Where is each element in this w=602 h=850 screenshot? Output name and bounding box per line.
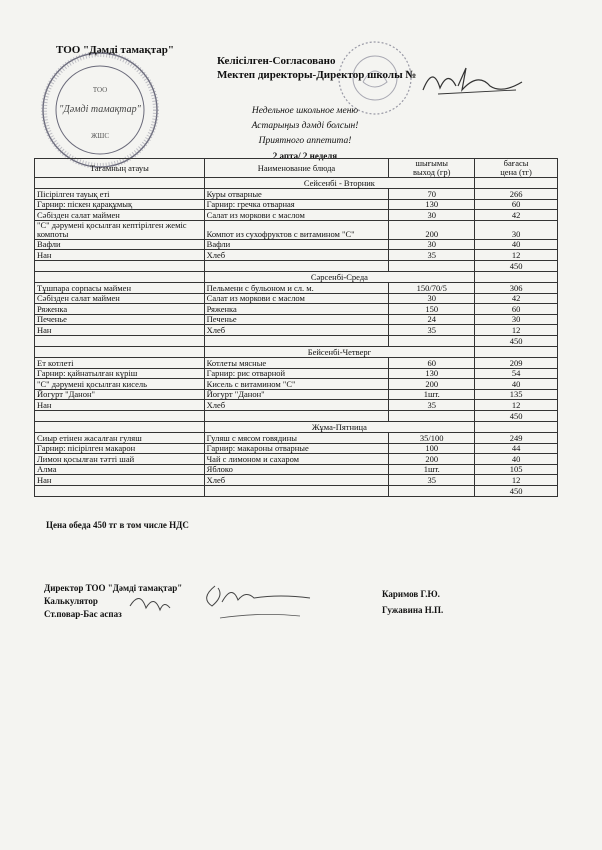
- day-total: 450: [475, 485, 558, 496]
- day-empty: [35, 178, 205, 189]
- dish-price: 40: [475, 239, 558, 250]
- table-row: [35, 368, 558, 379]
- dish-kz: Нан: [35, 325, 205, 336]
- dish-kz: Гарнир: пісірілген макарон: [35, 443, 205, 454]
- stamp-bottom-text: ЖШС: [90, 132, 110, 140]
- day-row: [35, 346, 558, 357]
- dish-output: 24: [389, 314, 475, 325]
- table-row: [35, 189, 558, 200]
- dish-output: 30: [389, 239, 475, 250]
- dish-price: 306: [475, 282, 558, 293]
- day-empty: [475, 421, 558, 432]
- dish-output: 200: [389, 220, 475, 239]
- dish-kz: Йогурт "Данон": [35, 389, 205, 400]
- dish-kz: Алма: [35, 464, 205, 475]
- dish-ru: Хлеб: [204, 475, 389, 486]
- dish-ru: Гарнир: гречка отварная: [204, 199, 389, 210]
- title-line2: Астарыңыз дәмді болсын!: [251, 121, 359, 131]
- company-stamp: [40, 50, 160, 170]
- dish-kz: "С" дәрумені қосылған кисель: [35, 379, 205, 390]
- dish-price: 54: [475, 368, 558, 379]
- approval-line1: Келісілген-Согласовано: [217, 55, 336, 67]
- table-row: [35, 314, 558, 325]
- table-row: [35, 239, 558, 250]
- dish-kz: Нан: [35, 400, 205, 411]
- menu-body: [35, 178, 558, 497]
- dish-output: 35: [389, 250, 475, 261]
- signature-names: [382, 586, 443, 618]
- dish-kz: Сиыр етінен жасалған гуляш: [35, 432, 205, 443]
- dish-kz: Сәбізден салат маймен: [35, 210, 205, 221]
- dish-output: 130: [389, 368, 475, 379]
- table-row: [35, 379, 558, 390]
- table-row: [35, 464, 558, 475]
- dish-ru: Салат из моркови с маслом: [204, 293, 389, 304]
- dish-kz: Гарнир: қайнатылған күріш: [35, 368, 205, 379]
- table-row: [35, 400, 558, 411]
- dish-price: 249: [475, 432, 558, 443]
- day-empty: [475, 346, 558, 357]
- dish-output: 200: [389, 379, 475, 390]
- dish-price: 266: [475, 189, 558, 200]
- dish-price: 12: [475, 400, 558, 411]
- total-empty: [204, 410, 389, 421]
- menu-title: [200, 104, 410, 164]
- total-empty: [389, 485, 475, 496]
- stamp-small-text: ТОО: [92, 86, 108, 94]
- day-empty: [475, 178, 558, 189]
- dish-kz: Ет котлеті: [35, 357, 205, 368]
- header-output-ru: выход (гр): [412, 167, 451, 177]
- dish-ru: Кисель с витамином "С": [204, 379, 389, 390]
- sig-calculator: Калькулятор: [44, 596, 98, 606]
- dish-ru: Печенье: [204, 314, 389, 325]
- approval-line2: Мектеп директоры-Директор школы №: [217, 69, 417, 81]
- total-empty: [204, 485, 389, 496]
- day-row: [35, 421, 558, 432]
- table-row: [35, 389, 558, 400]
- dish-price: 12: [475, 475, 558, 486]
- stamp-name: "Дәмді тамақтар": [59, 104, 141, 115]
- day-name: Жұма-Пятница: [204, 421, 474, 432]
- dish-ru: Пельмени с бульоном и сл. м.: [204, 282, 389, 293]
- day-empty: [35, 421, 205, 432]
- day-name: Сейсенбі - Вторник: [204, 178, 474, 189]
- total-empty: [389, 335, 475, 346]
- header-kz-name: Тағамның атауы: [35, 159, 205, 178]
- dish-price: 42: [475, 293, 558, 304]
- dish-ru: Хлеб: [204, 400, 389, 411]
- day-empty: [35, 346, 205, 357]
- dish-kz: Вафли: [35, 239, 205, 250]
- total-row: [35, 260, 558, 271]
- dish-price: 12: [475, 325, 558, 336]
- table-row: [35, 199, 558, 210]
- dish-price: 12: [475, 250, 558, 261]
- day-empty: [475, 271, 558, 282]
- sig-director: Директор ТОО "Дәмді тамақтар": [44, 583, 183, 593]
- dish-kz: "С" дәрумені қосылған кептірілген жеміс компоты: [35, 220, 205, 239]
- signature-roles: [44, 582, 182, 621]
- dish-price: 60: [475, 199, 558, 210]
- dish-price: 135: [475, 389, 558, 400]
- table-row: [35, 210, 558, 221]
- dish-output: 30: [389, 210, 475, 221]
- dish-ru: Салат из моркови с маслом: [204, 210, 389, 221]
- day-total: 450: [475, 260, 558, 271]
- dish-output: 35: [389, 475, 475, 486]
- header-output: [389, 159, 475, 178]
- dish-output: 30: [389, 293, 475, 304]
- dish-output: 35: [389, 325, 475, 336]
- header-output-kz: шығымы: [415, 158, 448, 168]
- day-row: [35, 178, 558, 189]
- dish-ru: Чай с лимоном и сахаром: [204, 454, 389, 465]
- dish-output: 150/70/5: [389, 282, 475, 293]
- title-line3: Приятного аппетита!: [258, 136, 352, 146]
- dish-output: 35/100: [389, 432, 475, 443]
- dish-kz: Сәбізден салат маймен: [35, 293, 205, 304]
- header-ru-name: Наименование блюда: [204, 159, 389, 178]
- title-line1: Недельное школьное меню: [251, 106, 359, 116]
- dish-ru: Котлеты мясные: [204, 357, 389, 368]
- day-empty: [35, 271, 205, 282]
- dish-price: 60: [475, 304, 558, 315]
- day-name: Сәрсенбі-Среда: [204, 271, 474, 282]
- sig-name2: Гужавина Н.П.: [382, 605, 444, 615]
- table-header-row: [35, 159, 558, 178]
- header-price-ru: цена (тг): [500, 167, 532, 177]
- dish-ru: Вафли: [204, 239, 389, 250]
- table-row: [35, 325, 558, 336]
- dish-ru: Хлеб: [204, 250, 389, 261]
- total-empty: [35, 260, 205, 271]
- dish-ru: Гарнир: рис отварной: [204, 368, 389, 379]
- dish-ru: Гуляш с мясом говядины: [204, 432, 389, 443]
- header-price: [475, 159, 558, 178]
- dish-output: 35: [389, 400, 475, 411]
- table-row: [35, 475, 558, 486]
- dish-output: 200: [389, 454, 475, 465]
- dish-kz: Ряженка: [35, 304, 205, 315]
- dish-ru: Компот из сухофруктов с витамином "С": [204, 220, 389, 239]
- header-price-kz: бағасы: [503, 158, 529, 168]
- table-row: [35, 293, 558, 304]
- menu-table: [34, 158, 558, 497]
- total-empty: [35, 485, 205, 496]
- dish-output: 1шт.: [389, 389, 475, 400]
- table-row: [35, 282, 558, 293]
- dish-price: 105: [475, 464, 558, 475]
- day-row: [35, 271, 558, 282]
- week-label: 2 апта/ 2 неделя: [272, 151, 338, 161]
- dish-price: 42: [475, 210, 558, 221]
- total-row: [35, 335, 558, 346]
- dish-price: 40: [475, 454, 558, 465]
- dish-price: 44: [475, 443, 558, 454]
- dish-output: 100: [389, 443, 475, 454]
- dish-price: 30: [475, 220, 558, 239]
- table-row: [35, 220, 558, 239]
- total-empty: [389, 260, 475, 271]
- dish-output: 60: [389, 357, 475, 368]
- dish-kz: Печенье: [35, 314, 205, 325]
- day-total: 450: [475, 410, 558, 421]
- total-empty: [35, 410, 205, 421]
- dish-output: 150: [389, 304, 475, 315]
- total-empty: [389, 410, 475, 421]
- total-empty: [35, 335, 205, 346]
- dish-kz: Пісірілген тауық еті: [35, 189, 205, 200]
- dish-output: 130: [389, 199, 475, 210]
- table-row: [35, 250, 558, 261]
- dish-kz: Нан: [35, 250, 205, 261]
- dish-kz: Гарнир: піскен қарақұмық: [35, 199, 205, 210]
- dish-kz: Лимон қосылған тәтті шай: [35, 454, 205, 465]
- dish-output: 1шт.: [389, 464, 475, 475]
- dish-ru: Ряженка: [204, 304, 389, 315]
- dish-price: 40: [475, 379, 558, 390]
- sig-name1: Каримов Г.Ю.: [382, 589, 440, 599]
- table-row: [35, 443, 558, 454]
- total-empty: [204, 260, 389, 271]
- total-empty: [204, 335, 389, 346]
- table-row: [35, 454, 558, 465]
- director-signature-top: [418, 60, 528, 100]
- day-name: Бейсенбі-Четверг: [204, 346, 474, 357]
- dish-ru: Гарнир: макароны отварные: [204, 443, 389, 454]
- approval-block: [217, 54, 416, 82]
- dish-price: 30: [475, 314, 558, 325]
- dish-kz: Тұшпара сорпасы маймен: [35, 282, 205, 293]
- price-note: Цена обеда 450 тг в том числе НДС: [46, 520, 189, 530]
- dish-ru: Хлеб: [204, 325, 389, 336]
- company-name: ТОО "Дәмді тамақтар": [56, 44, 175, 56]
- table-row: [35, 432, 558, 443]
- dish-ru: Яблоко: [204, 464, 389, 475]
- table-row: [35, 304, 558, 315]
- dish-ru: Куры отварные: [204, 189, 389, 200]
- dish-price: 209: [475, 357, 558, 368]
- table-row: [35, 357, 558, 368]
- total-row: [35, 485, 558, 496]
- dish-output: 70: [389, 189, 475, 200]
- dish-kz: Нан: [35, 475, 205, 486]
- total-row: [35, 410, 558, 421]
- day-total: 450: [475, 335, 558, 346]
- dish-ru: Йогурт "Данон": [204, 389, 389, 400]
- sig-chef: Ст.повар-Бас аспаз: [44, 609, 122, 619]
